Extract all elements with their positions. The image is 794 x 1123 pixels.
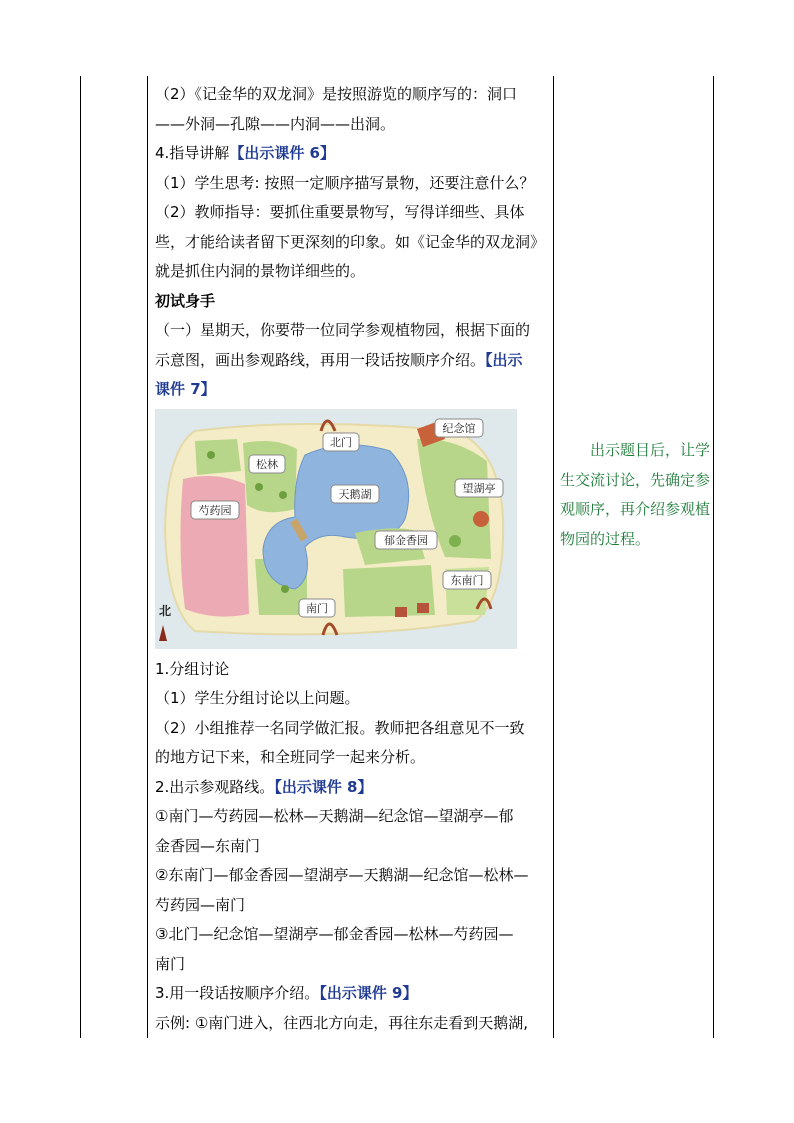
text-line: 就是抓住内洞的景物详细些的。 bbox=[155, 262, 366, 280]
map-label-north-gate: 北门 bbox=[330, 435, 352, 449]
house-icon bbox=[417, 603, 429, 613]
table-border-mid-left bbox=[147, 76, 148, 1038]
tree-icon bbox=[281, 585, 289, 593]
route-line: ①南门—芍药园—松林—天鹅湖—纪念馆—望湖亭—郁 bbox=[155, 807, 514, 825]
map-label-swan-lake: 天鹅湖 bbox=[338, 487, 372, 501]
note-line: 物园的过程。 bbox=[560, 529, 651, 548]
text-line: （一）星期天，你要带一位同学参观植物园，根据下面的 bbox=[155, 321, 531, 339]
route-line: ③北门—纪念馆—望湖亭—郁金香园—松林—芍药园— bbox=[155, 925, 514, 943]
route-line: 南门 bbox=[155, 954, 186, 973]
design-note bbox=[560, 436, 712, 554]
herb-garden-area bbox=[180, 475, 249, 616]
house-icon bbox=[395, 607, 407, 617]
lesson-content bbox=[155, 80, 553, 1038]
text-line: （2）教师指导：要抓住重要景物写，写得详细些、具体 bbox=[155, 203, 525, 221]
table-border-left bbox=[80, 76, 81, 1038]
text-line: 3.用一段话按顺序介绍。【出示课件 9】 bbox=[155, 984, 418, 1002]
courseware-tag: 【出示课件 9】 bbox=[319, 984, 418, 1002]
tree-icon bbox=[207, 451, 215, 459]
section-heading: 初试身手 bbox=[155, 291, 216, 310]
route-line: 芍药园—南门 bbox=[155, 895, 246, 914]
text-line: ——外洞—孔隙——内洞——出洞。 bbox=[155, 114, 396, 133]
text-line: （2）《记金华的双龙洞》是按照游览的顺序写的：洞口 bbox=[155, 85, 518, 103]
note-line: 生交流讨论，先确定参 bbox=[560, 470, 711, 489]
text-line: 4.指导讲解【出示课件 6】 bbox=[155, 144, 335, 162]
map-label-south-gate: 南门 bbox=[306, 601, 328, 615]
courseware-tag: 课件 7】 bbox=[155, 380, 216, 398]
text-line bbox=[155, 375, 553, 405]
table-border-right bbox=[713, 76, 714, 1038]
text-line: （1）学生思考: 按照一定顺序描写景物，还要注意什么？ bbox=[155, 173, 535, 192]
note-line: 观顺序，再介绍参观植 bbox=[560, 500, 711, 518]
text-line: 示意图，画出参观路线，再用一段话按顺序介绍。【出示 bbox=[155, 350, 523, 369]
pavilion-roof bbox=[473, 511, 489, 527]
tree-icon bbox=[449, 535, 461, 547]
pine-forest-area bbox=[243, 441, 297, 512]
note-line: 出示题目后，让学 bbox=[590, 441, 711, 459]
courseware-tag: 【出示 bbox=[485, 350, 523, 369]
map-label-tulip-garden: 郁金香园 bbox=[384, 533, 428, 547]
courseware-tag: 【出示课件 8】 bbox=[274, 777, 373, 796]
map-label-southeast-gate: 东南门 bbox=[450, 573, 484, 587]
map-label-memorial: 纪念馆 bbox=[442, 421, 476, 435]
table-border-mid-right bbox=[553, 76, 554, 1038]
text-line: 的地方记下来，和全班同学一起来分析。 bbox=[155, 748, 426, 766]
text-line: 示例: ①南门进入，往西北方向走，再往东走看到天鹅湖, bbox=[155, 1013, 529, 1032]
botanical-garden-map bbox=[155, 409, 517, 649]
text-line: （2）小组推荐一名同学做汇报。教师把各组意见不一致 bbox=[155, 718, 525, 737]
map-label-pine: 松林 bbox=[256, 457, 278, 471]
text-line: 1.分组讨论 bbox=[155, 659, 230, 678]
grass-area bbox=[195, 439, 241, 475]
text-line: （1）学生分组讨论以上问题。 bbox=[155, 689, 360, 707]
map-label-herb-garden: 芍药园 bbox=[198, 503, 232, 517]
text-line: 些，才能给读者留下更深刻的印象。如《记金华的双龙洞》 bbox=[155, 232, 546, 251]
map-label-lake-pavilion: 望湖亭 bbox=[462, 481, 496, 495]
route-line: 金香园—东南门 bbox=[155, 836, 261, 855]
tree-icon bbox=[279, 491, 287, 499]
courseware-tag: 【出示课件 6】 bbox=[229, 144, 335, 162]
north-marker-label: 北 bbox=[159, 603, 172, 618]
tree-icon bbox=[255, 483, 263, 491]
text-line: 2.出示参观路线。【出示课件 8】 bbox=[155, 777, 373, 796]
route-line: ②东南门—郁金香园—望湖亭—天鹅湖—纪念馆—松林— bbox=[155, 866, 529, 884]
